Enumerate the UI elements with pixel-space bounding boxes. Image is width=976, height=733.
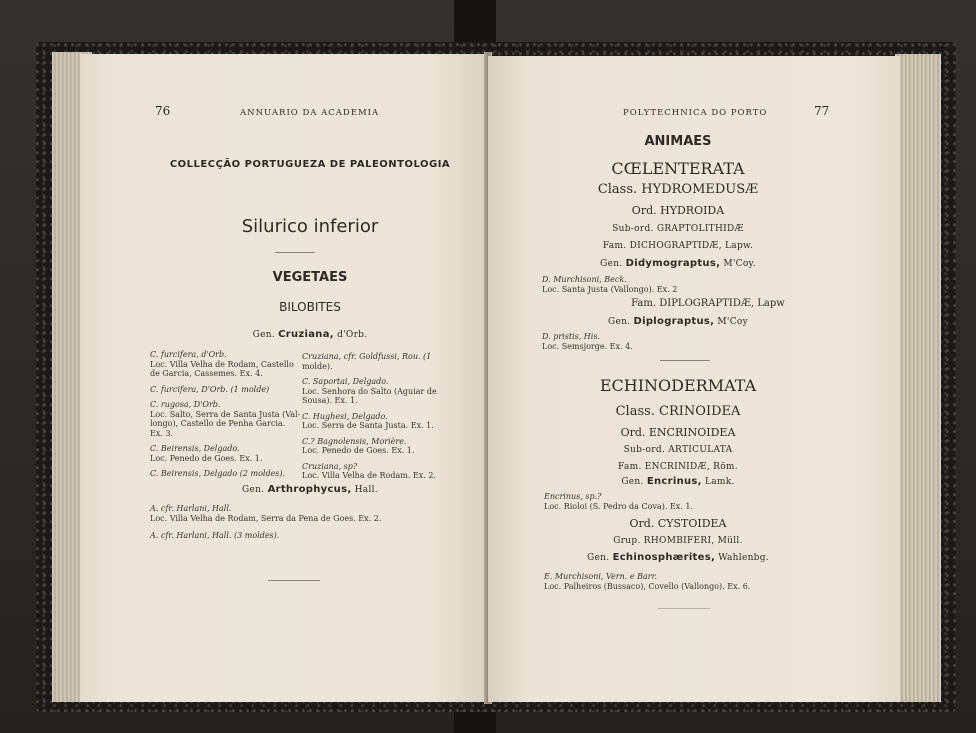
genus-heading — [488, 316, 868, 327]
genus-prefix: Gen. — [621, 477, 644, 487]
phylum-heading: ECHINODERMATA — [599, 376, 757, 395]
genus-prefix: Gen. — [607, 317, 631, 327]
genus-name: Cruziana, — [278, 329, 334, 340]
collection-title: COLLECÇÃO PORTUGUEZA DE PALEONTOLOGIA — [169, 159, 451, 170]
genus-name: Didymograptus, — [625, 258, 721, 269]
genus-author: Hall. — [354, 485, 378, 495]
entry: C.? Bagnolensis, Morière. Loc. Penedo de Goes. Ex. 1. — [302, 436, 415, 455]
page-number-left: 76 — [155, 104, 171, 118]
phylum-heading: CŒLENTERATA — [611, 159, 745, 178]
species-entry: D. Murchisoni, Beck. Loc. Santa Justa (Vallongo). Ex. 2 — [542, 275, 678, 294]
suborder-heading: Sub-ord. ARTICULATA — [623, 445, 733, 455]
genus-author: M'Coy — [717, 317, 749, 327]
genus-name: Encrinus, — [646, 476, 702, 487]
divider — [268, 580, 320, 581]
genus-prefix: Gen. — [600, 259, 623, 269]
order-heading: Ord. ENCRINOIDEA — [620, 426, 736, 439]
genus-name: Diplograptus, — [633, 316, 715, 327]
entry: C. Beirensis, Delgado (2 moldes). — [150, 469, 286, 478]
species-entry: Encrinus, sp.? Loc. Rioloi (S. Pedro da Cova). Ex. 1. — [544, 492, 693, 511]
kingdom-heading: VEGETAES — [272, 270, 348, 285]
genus-prefix: Gen. — [252, 330, 275, 340]
page-number-right: 77 — [814, 104, 830, 118]
running-head-left: ANNUARIO DA ACADEMIA — [240, 108, 380, 118]
genus-prefix: Gen. — [242, 485, 265, 495]
suborder-heading: Sub-ord. GRAPTOLITHIDÆ — [612, 224, 744, 234]
page-edges-right — [895, 54, 941, 702]
family-heading: Fam. DICHOGRAPTIDÆ, Lapw. — [602, 241, 754, 251]
entry: C. Beirensis, Delgado. Loc. Penedo de Goes. Ex. 1. — [150, 444, 263, 463]
order-heading: Ord. HYDROIDA — [631, 204, 725, 217]
entry: C. Saportai, Delgado. Loc. Senhora do Salto (Aguiar de Sousa). Ex. 1. — [302, 377, 437, 405]
species-column-left — [150, 350, 300, 479]
class-heading: Class. HYDROMEDUSÆ — [597, 182, 759, 197]
divider — [275, 252, 315, 253]
book-spine-top — [454, 0, 496, 48]
genus-prefix: Gen. — [587, 553, 610, 563]
genus-heading — [120, 329, 500, 340]
entry: C. Hughesi, Delgado. Loc. Serra de Santa Justa. Ex. 1. — [302, 411, 434, 430]
species-entry: A. cfr. Harlani, Hall. Loc. Villa Velha de Rodam, Serra da Pena de Goes. Ex. 2. A. cfr. Harlani, Hall. (3 moldes). — [150, 504, 382, 540]
genus-name: Echinosphærites, — [612, 552, 716, 563]
order-heading: Ord. CYSTOIDEA — [629, 517, 727, 530]
divider — [658, 608, 710, 609]
genus-heading — [488, 552, 868, 563]
genus-author: d'Orb. — [337, 330, 368, 340]
running-head-right: POLYTECHNICA DO PORTO — [623, 108, 768, 118]
entry: C. furcifera, D'Orb. (1 molde) — [150, 384, 270, 394]
right-page — [488, 56, 900, 702]
genus-author: M'Coy. — [723, 259, 756, 269]
species-entry: E. Murchisoni, Vern. e Barr. Loc. Palheiros (Bussaco), Covello (Vallongo). Ex. 6. — [544, 572, 751, 591]
family-heading: Fam. DIPLOGRAPTIDÆ, Lapw — [631, 298, 785, 309]
genus-author: Wahlenbg. — [718, 553, 769, 563]
class-heading: Class. CRINOIDEA — [615, 404, 741, 419]
genus-heading — [488, 476, 868, 487]
genus-author: Lamk. — [704, 477, 735, 487]
entry: Cruziana, sp? Loc. Villa Velha de Rodam. Ex. 2. — [302, 461, 436, 480]
entry: Cruziana, cfr. Goldfussi, Rou. (1 molde). — [302, 352, 432, 371]
section-title: Silurico inferior — [241, 216, 379, 237]
entry: C. furcifera, d'Orb. Loc. Villa Velha de Rodam, Castello de Garcia, Cassemes. Ex. 4. — [150, 350, 294, 378]
species-column-right — [302, 352, 437, 481]
divider — [660, 360, 710, 361]
genus-name: Arthrophycus, — [267, 484, 352, 495]
group-heading: Grup. RHOMBIFERI, Müll. — [613, 536, 743, 546]
kingdom-heading: ANIMAES — [644, 134, 712, 149]
genus-heading — [120, 484, 500, 495]
genus-heading — [488, 258, 868, 269]
left-page — [80, 54, 488, 702]
family-heading: Fam. ENCRINIDÆ, Röm. — [618, 462, 738, 472]
group-heading: BILOBITES — [279, 300, 341, 314]
species-entry: D. pristis, His. Loc. Semsjorge. Ex. 4. — [542, 332, 633, 351]
entry: C. rugosa, D'Orb. Loc. Salto, Serra de Santa Justa (Val- longo), Castello de Penha Garcia. Ex. 3. — [150, 400, 301, 438]
